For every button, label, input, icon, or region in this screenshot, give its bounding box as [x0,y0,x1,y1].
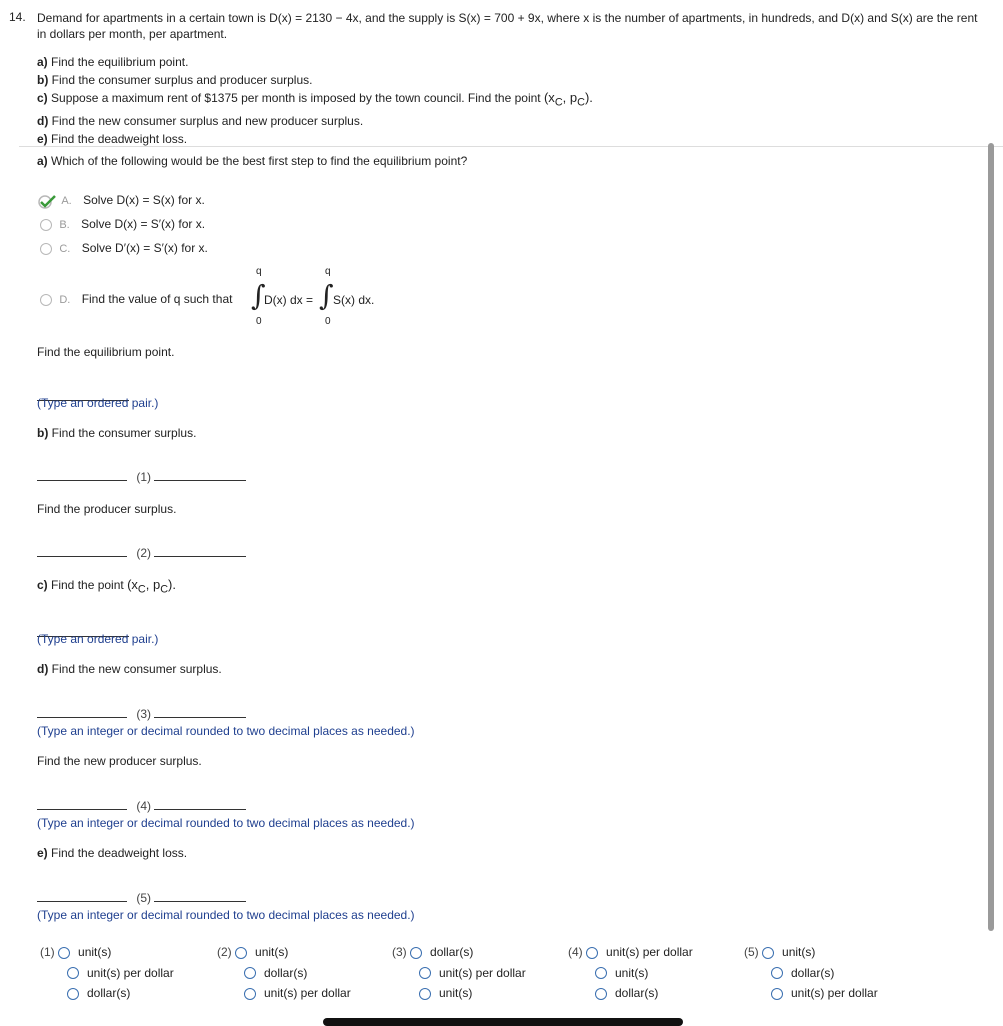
producer-surplus-input[interactable] [37,555,127,557]
new-consumer-surplus-row [37,707,246,721]
part-text: Find the deadweight loss. [51,131,188,146]
radio-icon[interactable] [58,947,70,959]
part-e-line [37,130,593,148]
unit-option[interactable]: dollar(s) [430,945,474,959]
deadweight-loss-unit-input[interactable] [154,900,246,902]
unit-option[interactable]: unit(s) [782,945,816,959]
radio-icon[interactable] [67,967,79,979]
consumer-surplus-row [37,470,246,484]
unit-option[interactable]: unit(s) [615,965,649,980]
unit-option[interactable]: unit(s) per dollar [791,986,878,1000]
check-icon [38,194,54,208]
unit-choice-group-3 [392,942,526,1004]
ordered-pair-hint: (Type an ordered pair.) [37,632,159,646]
new-consumer-surplus-input[interactable] [37,716,127,718]
radio-icon[interactable] [771,967,783,979]
section-divider [19,146,1003,147]
unit-choice-group-1 [40,942,174,1004]
blank-number: (4) [136,799,152,813]
new-consumer-surplus-unit-input[interactable] [154,716,246,718]
option-a[interactable] [38,193,205,208]
find-equilibrium-label: Find the equilibrium point. [37,345,175,359]
question-text: Demand for apartments in a certain town is D(x) = 2130 − 4x, and the supply is S(x) = 700 + 9x, where x is the number of apartments, in hundreds, and D(x) and S(x) are the rent in dollars per month, per apartment. [37,11,978,41]
option-letter: D. [59,294,71,306]
part-label: b) [37,73,49,87]
deadweight-loss-row [37,891,246,905]
integral-sign-icon: ∫ [319,279,334,312]
option-text: Solve D(x) = S(x) for x. [83,193,205,207]
blank-number: (1) [136,470,152,484]
part-label: d) [37,113,49,128]
option-c[interactable] [40,241,208,255]
unit-option[interactable]: unit(s) per dollar [87,965,174,980]
unit-choice-group-2 [217,942,351,1004]
unit-choice-group-4 [568,942,693,1004]
new-producer-surplus-prompt: Find the new producer surplus. [37,754,202,768]
rounding-hint: (Type an integer or decimal rounded to two decimal places as needed.) [37,908,415,922]
part-a-line [37,53,593,71]
radio-icon[interactable] [410,947,422,959]
integral-right-expression: S(x) dx. [333,293,375,307]
option-text: Find the value of q such that [81,292,233,306]
option-text: Solve D(x) = S′(x) for x. [81,217,206,231]
rounding-hint: (Type an integer or decimal rounded to two decimal places as needed.) [37,724,415,738]
point-xc-pc: ($x_C$, $p_C$). [543,90,593,109]
integral-lower-limit: 0 [256,316,262,327]
part-text: Suppose a maximum rent of $1375 per month is imposed by the town council. Find the point [51,91,541,105]
rounding-hint: (Type an integer or decimal rounded to two decimal places as needed.) [37,816,415,830]
radio-icon[interactable] [419,967,431,979]
radio-icon[interactable] [595,967,607,979]
radio-icon[interactable] [586,947,598,959]
part-text: Find the equilibrium point. [51,55,189,69]
producer-surplus-prompt: Find the producer surplus. [37,502,177,516]
radio-icon[interactable] [771,988,783,1000]
blank-number: (3) [136,707,152,721]
question-parts [37,53,593,148]
radio-icon[interactable] [244,988,256,1000]
ordered-pair-hint: (Type an ordered pair.) [37,396,159,410]
unit-option[interactable]: unit(s) per dollar [439,965,526,980]
option-text: Solve D′(x) = S′(x) for x. [81,241,208,255]
integral-upper-limit: q [256,266,262,277]
group-number: (3) [392,945,407,959]
unit-option[interactable]: dollar(s) [615,986,659,1000]
new-producer-surplus-input[interactable] [37,808,127,810]
option-letter: C. [59,243,71,255]
part-d-line [37,112,593,130]
blank-number: (2) [136,546,152,560]
unit-choice-group-5 [744,942,878,1004]
group-number: (2) [217,945,232,959]
question-number: 14. [9,10,26,24]
unit-option[interactable]: dollar(s) [791,965,835,980]
radio-icon[interactable] [762,947,774,959]
home-indicator[interactable] [323,1018,683,1026]
consumer-surplus-unit-input[interactable] [154,479,246,481]
option-d[interactable] [40,292,232,306]
radio-icon[interactable] [40,243,52,255]
integral-left-expression: D(x) dx = [264,293,314,307]
group-number: (5) [744,945,759,959]
part-c-prompt: c) Find the point ($x_C$, $p_C$). [37,577,176,596]
vertical-scrollbar[interactable] [988,143,994,931]
radio-icon[interactable] [40,219,52,231]
unit-option[interactable]: unit(s) [439,986,473,1000]
part-label: a) [37,55,48,69]
group-number: (4) [568,945,583,959]
radio-icon[interactable] [40,294,52,306]
unit-option[interactable]: unit(s) [255,945,289,959]
point-xc-pc: ($x_C$, $p_C$). [127,577,176,596]
deadweight-loss-input[interactable] [37,900,127,902]
unit-option[interactable]: unit(s) [78,945,112,959]
unit-option[interactable]: dollar(s) [264,965,308,980]
integral-upper-limit: q [325,266,331,277]
integral-lower-limit: 0 [325,316,331,327]
new-producer-surplus-unit-input[interactable] [154,808,246,810]
producer-surplus-row [37,546,246,560]
part-label: e) [37,131,48,146]
option-b[interactable] [40,217,205,231]
blank-number: (5) [136,891,152,905]
part-label: c) [37,91,48,105]
new-producer-surplus-row [37,799,246,813]
unit-option[interactable]: unit(s) per dollar [606,945,693,959]
integral-sign-icon: ∫ [251,279,266,312]
option-letter: A. [61,195,72,207]
radio-icon[interactable] [595,988,607,1000]
unit-option[interactable]: unit(s) per dollar [264,986,351,1000]
group-number: (1) [40,945,55,959]
part-c-line [37,89,593,112]
part-e-prompt: e) Find the deadweight loss. [37,846,188,860]
part-text: Find the consumer surplus and producer surplus. [51,73,313,87]
part-b-prompt: b) Find the consumer surplus. [37,426,197,440]
producer-surplus-unit-input[interactable] [154,555,246,557]
radio-icon[interactable] [244,967,256,979]
part-b-line [37,71,593,89]
consumer-surplus-input[interactable] [37,479,127,481]
unit-option[interactable]: dollar(s) [87,986,131,1000]
radio-icon[interactable] [235,947,247,959]
part-text: Find the new consumer surplus and new producer surplus. [51,113,364,128]
option-letter: B. [59,219,70,231]
part-d-prompt: d) Find the new consumer surplus. [37,662,222,676]
radio-icon[interactable] [67,988,79,1000]
radio-icon[interactable] [419,988,431,1000]
part-a-prompt: a) Which of the following would be the best first step to find the equilibrium point? [37,154,468,168]
